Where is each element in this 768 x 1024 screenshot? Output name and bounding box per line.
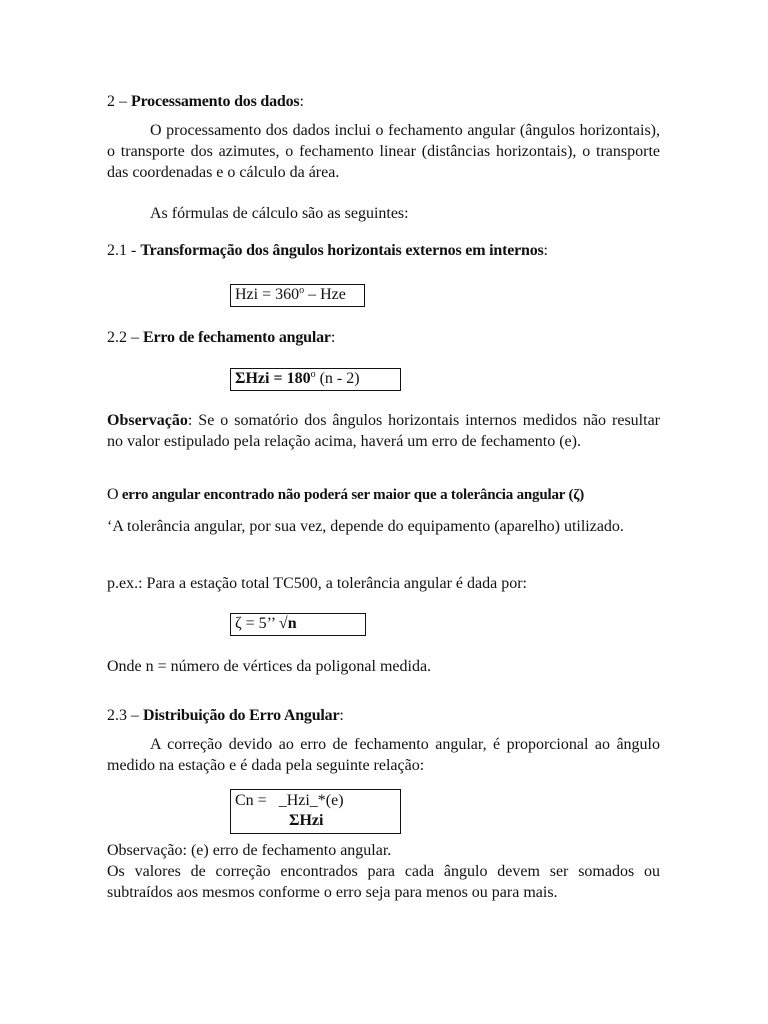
section-number: 2.1 - bbox=[107, 242, 137, 259]
formula-box-tolerance bbox=[230, 613, 366, 636]
section-title: Transformação dos ângulos horizontais externos em internos bbox=[140, 242, 544, 259]
tolerance-text: erro angular encontrado não poderá ser maior que a tolerância angular (ζ) bbox=[118, 487, 585, 503]
section-2-heading bbox=[107, 91, 660, 112]
formula-right: (n - 2) bbox=[315, 370, 360, 387]
formula-right: – Hze bbox=[304, 286, 346, 303]
section-2-paragraph: O processamento dos dados inclui o fechamento angular (ângulos horizontais), o transporte dos azimutes, o fechamento linear (distâncias horizontais), o transporte das coordenadas e o cálculo da área. bbox=[107, 122, 660, 181]
example-paragraph: p.ex.: Para a estação total TC500, a tolerância angular é dada por: bbox=[107, 575, 527, 592]
formula-variable: n bbox=[287, 615, 297, 632]
section-2-1-heading bbox=[107, 240, 660, 261]
section-2-3-paragraph: A correção devido ao erro de fechamento angular, é proporcional ao ângulo medido na estação e é dada pela seguinte relação: bbox=[107, 736, 660, 774]
formula-left: ζ = 5’’ √ bbox=[235, 615, 288, 632]
section-2-3-heading bbox=[107, 705, 660, 726]
formula-box-sum-hzi bbox=[230, 368, 401, 391]
observation-text: : Se o somatório dos ângulos horizontais internos medidos não resultar no valor estipulado pela relação acima, haverá um erro de fechamento (e). bbox=[107, 412, 660, 450]
formulas-intro: As fórmulas de cálculo são as seguintes: bbox=[150, 205, 409, 222]
formula-left: ΣHzi = 180 bbox=[235, 370, 311, 387]
section-number: 2 – bbox=[107, 93, 127, 110]
formula-degree: o bbox=[299, 285, 305, 296]
section-number: 2.3 – bbox=[107, 707, 139, 724]
section-title: Processamento dos dados bbox=[131, 93, 300, 110]
section-title: Erro de fechamento angular bbox=[143, 329, 331, 346]
heading-colon: : bbox=[543, 242, 548, 259]
observation-paragraph bbox=[107, 410, 660, 452]
formula-left: Hzi = 360 bbox=[235, 286, 300, 303]
formula-box-hzi bbox=[230, 284, 365, 307]
section-2-2-heading bbox=[107, 327, 660, 348]
formula-denominator: ΣHzi bbox=[289, 812, 324, 829]
formula-numerator: Cn = _Hzi_*(e) bbox=[235, 792, 344, 809]
section-number: 2.2 – bbox=[107, 329, 139, 346]
formula-degree: o bbox=[310, 369, 316, 380]
observation-label: Observação bbox=[107, 412, 188, 429]
final-paragraph: Os valores de correção encontrados para cada ângulo devem ser somados ou subtraídos aos mesmos conforme o erro seja para menos ou para mais. bbox=[107, 863, 660, 901]
equipment-paragraph: ‘A tolerância angular, por sua vez, depende do equipamento (aparelho) utilizado. bbox=[107, 518, 624, 535]
tolerance-prefix: O bbox=[107, 486, 119, 503]
heading-colon: : bbox=[299, 93, 304, 110]
formula-box-correction bbox=[230, 789, 401, 834]
observation-2-3: Observação: (e) erro de fechamento angular. bbox=[107, 842, 392, 859]
heading-colon: : bbox=[339, 707, 344, 724]
tolerance-statement bbox=[107, 484, 660, 506]
heading-colon: : bbox=[330, 329, 336, 346]
section-title: Distribuição do Erro Angular bbox=[143, 707, 340, 724]
where-paragraph: Onde n = número de vértices da poligonal medida. bbox=[107, 658, 432, 675]
